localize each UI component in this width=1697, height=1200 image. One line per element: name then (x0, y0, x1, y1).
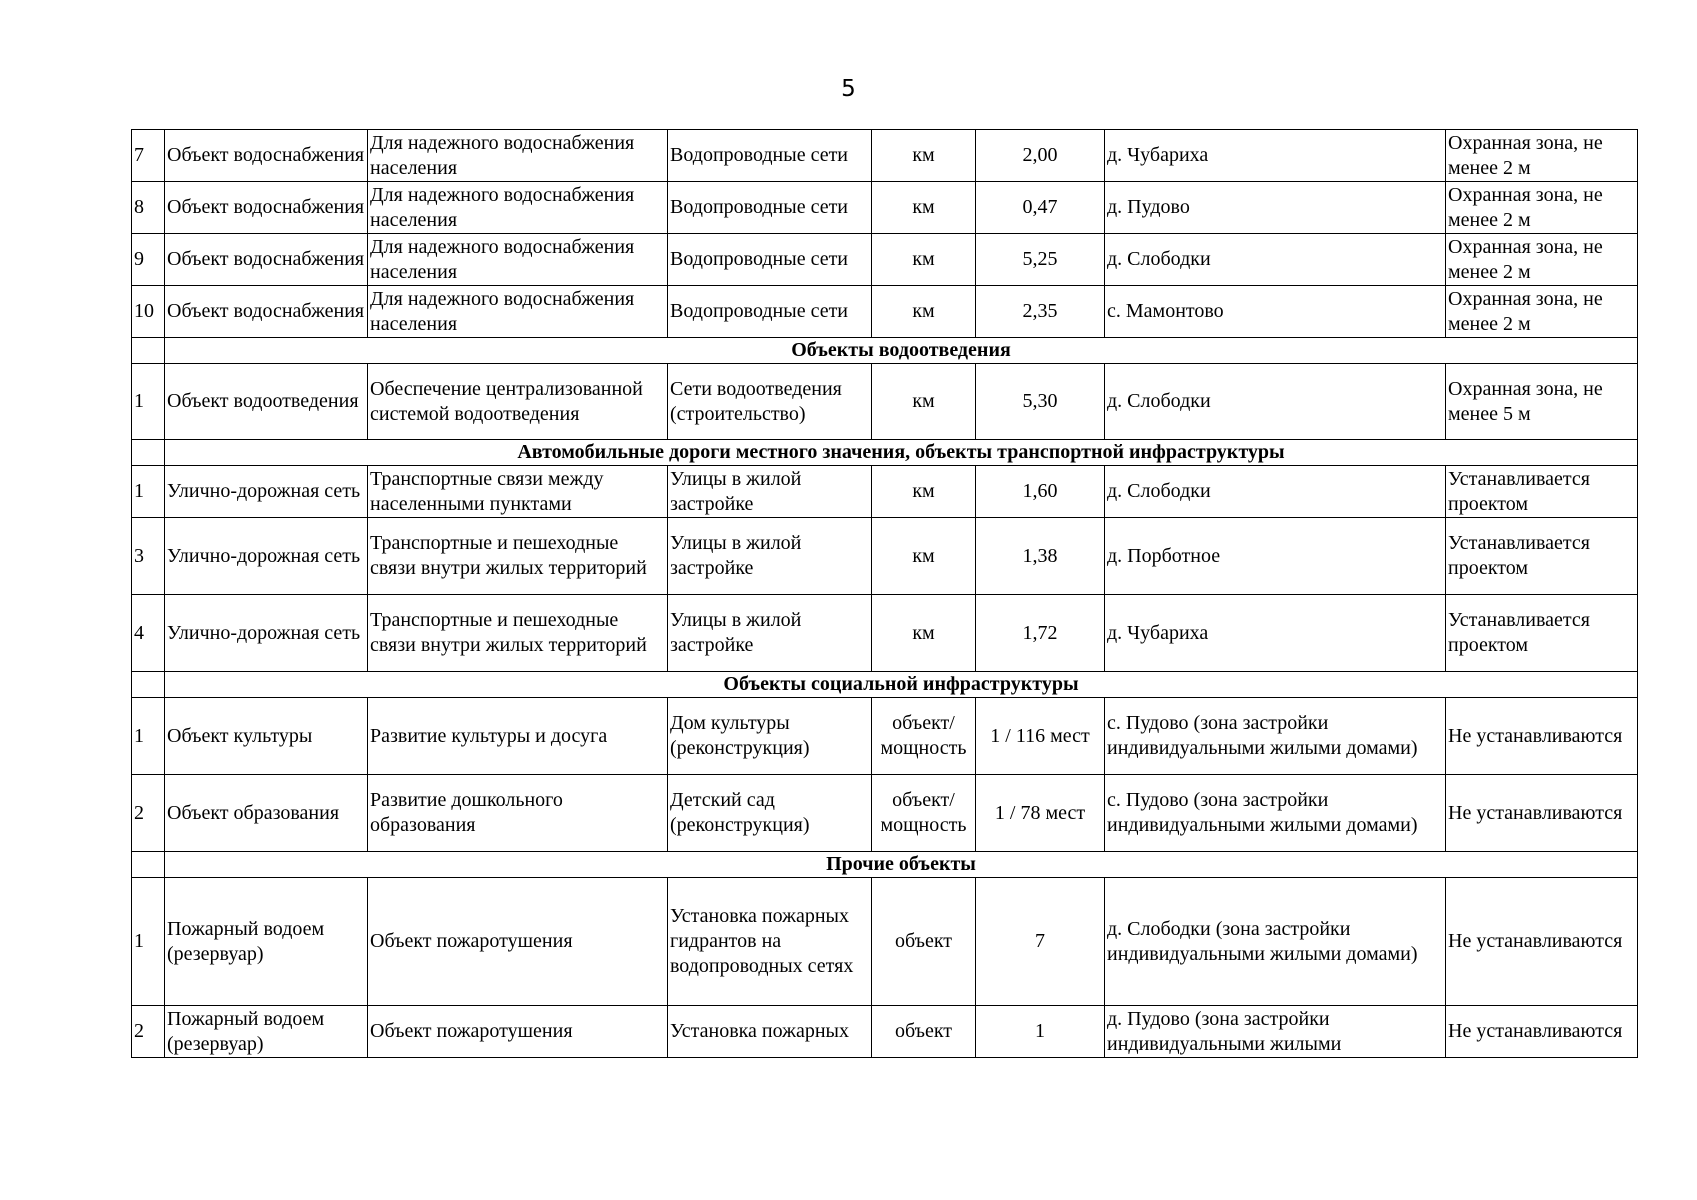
location: с. Пудово (зона застройки индивидуальными жилыми домами) (1105, 775, 1446, 852)
unit: км (872, 182, 976, 234)
value: 1,38 (976, 518, 1105, 595)
table-row (132, 595, 1638, 672)
zone: Устанавливается проектом (1446, 595, 1638, 672)
value: 7 (976, 878, 1105, 1006)
object-name: Объект водоснабжения (165, 130, 368, 182)
unit: км (872, 595, 976, 672)
section-row (132, 672, 1638, 698)
object-type: Водопроводные сети (668, 234, 872, 286)
location: д. Слободки (1105, 234, 1446, 286)
object-purpose: Транспортные и пешеходные связи внутри жилых территорий (368, 595, 668, 672)
section-row (132, 852, 1638, 878)
value: 1 / 116 мест (976, 698, 1105, 775)
table-row (132, 182, 1638, 234)
row-number: 7 (132, 130, 165, 182)
row-number: 1 (132, 698, 165, 775)
object-name: Пожарный водоем (резервуар) (165, 1006, 368, 1058)
object-name: Объект водоснабжения (165, 182, 368, 234)
unit: км (872, 466, 976, 518)
table-row (132, 130, 1638, 182)
object-name: Объект водоснабжения (165, 234, 368, 286)
zone: Охранная зона, не менее 5 м (1446, 364, 1638, 440)
section-row (132, 338, 1638, 364)
row-number: 2 (132, 1006, 165, 1058)
objects-table (131, 129, 1638, 1058)
object-purpose: Транспортные связи между населенными пунктами (368, 466, 668, 518)
row-number: 1 (132, 364, 165, 440)
object-name: Улично-дорожная сеть (165, 595, 368, 672)
unit: объект (872, 1006, 976, 1058)
object-type: Водопроводные сети (668, 286, 872, 338)
object-type: Водопроводные сети (668, 130, 872, 182)
value: 2,00 (976, 130, 1105, 182)
object-purpose: Объект пожаротушения (368, 1006, 668, 1058)
zone: Не устанавливаются (1446, 775, 1638, 852)
value: 1 / 78 мест (976, 775, 1105, 852)
section-spacer (132, 852, 165, 878)
unit: км (872, 286, 976, 338)
table-row (132, 1006, 1638, 1058)
table-row (132, 775, 1638, 852)
unit: км (872, 234, 976, 286)
unit: объект/ мощность (872, 775, 976, 852)
object-purpose: Обеспечение централизованной системой водоотведения (368, 364, 668, 440)
location: д. Слободки (1105, 364, 1446, 440)
row-number: 1 (132, 878, 165, 1006)
object-type: Улицы в жилой застройке (668, 518, 872, 595)
object-purpose: Развитие дошкольного образования (368, 775, 668, 852)
object-type: Водопроводные сети (668, 182, 872, 234)
table-row (132, 698, 1638, 775)
value: 1,60 (976, 466, 1105, 518)
object-purpose: Для надежного водоснабжения населения (368, 234, 668, 286)
object-purpose: Транспортные и пешеходные связи внутри жилых территорий (368, 518, 668, 595)
object-purpose: Объект пожаротушения (368, 878, 668, 1006)
row-number: 9 (132, 234, 165, 286)
unit: км (872, 364, 976, 440)
table-row (132, 286, 1638, 338)
section-heading: Объекты социальной инфраструктуры (165, 672, 1638, 698)
object-purpose: Для надежного водоснабжения населения (368, 182, 668, 234)
section-spacer (132, 440, 165, 466)
table-row (132, 518, 1638, 595)
table-row (132, 364, 1638, 440)
section-spacer (132, 338, 165, 364)
value: 1 (976, 1006, 1105, 1058)
location: д. Чубариха (1105, 595, 1446, 672)
value: 1,72 (976, 595, 1105, 672)
section-heading: Прочие объекты (165, 852, 1638, 878)
object-type: Улицы в жилой застройке (668, 466, 872, 518)
value: 5,25 (976, 234, 1105, 286)
object-name: Пожарный водоем (резервуар) (165, 878, 368, 1006)
object-purpose: Для надежного водоснабжения населения (368, 130, 668, 182)
location: д. Пудово (зона застройки индивидуальными жилыми (1105, 1006, 1446, 1058)
object-name: Объект водоотведения (165, 364, 368, 440)
location: д. Пудово (1105, 182, 1446, 234)
row-number: 8 (132, 182, 165, 234)
page-number: 5 (841, 76, 856, 102)
zone: Не устанавливаются (1446, 878, 1638, 1006)
object-name: Улично-дорожная сеть (165, 466, 368, 518)
zone: Охранная зона, не менее 2 м (1446, 234, 1638, 286)
table-row (132, 878, 1638, 1006)
location: д. Слободки (зона застройки индивидуальными жилыми домами) (1105, 878, 1446, 1006)
zone: Не устанавливаются (1446, 698, 1638, 775)
row-number: 10 (132, 286, 165, 338)
object-type: Установка пожарных (668, 1006, 872, 1058)
row-number: 1 (132, 466, 165, 518)
row-number: 3 (132, 518, 165, 595)
zone: Устанавливается проектом (1446, 466, 1638, 518)
location: д. Порботное (1105, 518, 1446, 595)
zone: Не устанавливаются (1446, 1006, 1638, 1058)
value: 0,47 (976, 182, 1105, 234)
object-purpose: Развитие культуры и досуга (368, 698, 668, 775)
location: д. Чубариха (1105, 130, 1446, 182)
row-number: 4 (132, 595, 165, 672)
unit: км (872, 518, 976, 595)
section-row (132, 440, 1638, 466)
location: с. Пудово (зона застройки индивидуальными жилыми домами) (1105, 698, 1446, 775)
zone: Охранная зона, не менее 2 м (1446, 130, 1638, 182)
section-heading: Объекты водоотведения (165, 338, 1638, 364)
location: с. Мамонтово (1105, 286, 1446, 338)
unit: км (872, 130, 976, 182)
zone: Охранная зона, не менее 2 м (1446, 286, 1638, 338)
location: д. Слободки (1105, 466, 1446, 518)
unit: объект/ мощность (872, 698, 976, 775)
value: 2,35 (976, 286, 1105, 338)
zone: Устанавливается проектом (1446, 518, 1638, 595)
object-type: Сети водоотведения (строительство) (668, 364, 872, 440)
table-row (132, 466, 1638, 518)
zone: Охранная зона, не менее 2 м (1446, 182, 1638, 234)
object-type: Установка пожарных гидрантов на водопроводных сетях (668, 878, 872, 1006)
object-type: Детский сад (реконструкция) (668, 775, 872, 852)
row-number: 2 (132, 775, 165, 852)
value: 5,30 (976, 364, 1105, 440)
unit: объект (872, 878, 976, 1006)
object-name: Объект образования (165, 775, 368, 852)
object-purpose: Для надежного водоснабжения населения (368, 286, 668, 338)
object-name: Объект водоснабжения (165, 286, 368, 338)
object-type: Улицы в жилой застройке (668, 595, 872, 672)
object-type: Дом культуры (реконструкция) (668, 698, 872, 775)
section-heading: Автомобильные дороги местного значения, объекты транспортной инфраструктуры (165, 440, 1638, 466)
object-name: Объект культуры (165, 698, 368, 775)
section-spacer (132, 672, 165, 698)
object-name: Улично-дорожная сеть (165, 518, 368, 595)
table-row (132, 234, 1638, 286)
